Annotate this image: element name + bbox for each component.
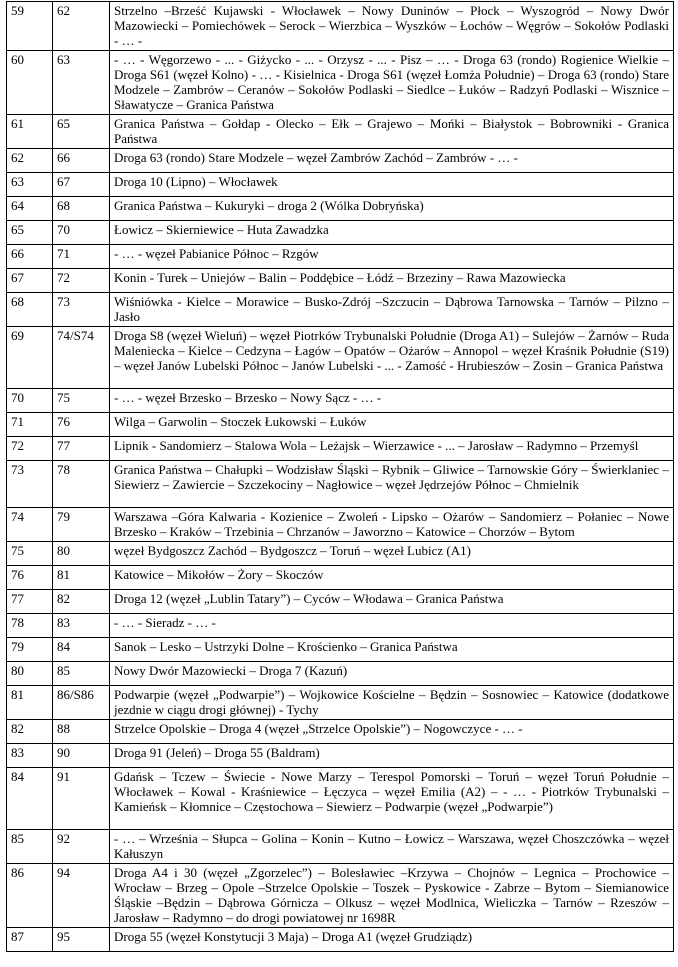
- table-row: [7, 638, 674, 662]
- route-description-cell: Granica Państwa – Chałupki – Wodzisław Śląski – Rybnik – Gliwice – Tarnowskie Góry – Świerklaniec – Siewierz – Zawiercie – Szczekociny – Nagłowice – węzeł Jędrzejów Północ – Chmielnik: [110, 461, 674, 508]
- route-description-cell: Katowice – Mikołów – Żory – Skoczów: [110, 566, 674, 590]
- roads-table-body: [7, 2, 674, 952]
- row-number-cell: 63: [7, 173, 53, 197]
- table-row: [7, 437, 674, 461]
- table-row: [7, 830, 674, 864]
- row-number-cell: 80: [7, 662, 53, 686]
- route-description-cell: Łowicz – Skierniewice – Huta Zawadzka: [110, 221, 674, 245]
- road-number-cell: 94: [53, 864, 110, 928]
- table-row: [7, 221, 674, 245]
- road-number-cell: 67: [53, 173, 110, 197]
- road-number-cell: 83: [53, 614, 110, 638]
- row-number-cell: 81: [7, 686, 53, 720]
- road-number-cell: 91: [53, 768, 110, 830]
- road-number-cell: 74/S74: [53, 327, 110, 389]
- row-number-cell: 66: [7, 245, 53, 269]
- road-number-cell: 66: [53, 149, 110, 173]
- route-description-cell: Droga 12 (węzeł „Lublin Tatary”) – Cyców – Włodawa – Granica Państwa: [110, 590, 674, 614]
- table-row: [7, 461, 674, 508]
- table-row: [7, 864, 674, 928]
- row-number-cell: 85: [7, 830, 53, 864]
- row-number-cell: 77: [7, 590, 53, 614]
- table-row: [7, 51, 674, 115]
- road-number-cell: 90: [53, 744, 110, 768]
- road-number-cell: 65: [53, 115, 110, 149]
- route-description-cell: Strzelno –Brześć Kujawski - Włocławek – Nowy Duninów – Płock – Wyszogród – Nowy Dwór Mazowiecki – Pomiechówek – Serock – Wierzbica – Wyszków – Łochów – Węgrów – Sokołów Podlaski - … -: [110, 2, 674, 51]
- row-number-cell: 74: [7, 508, 53, 542]
- row-number-cell: 68: [7, 293, 53, 327]
- route-description-cell: Droga A4 i 30 (węzeł „Zgorzelec”) – Bolesławiec –Krzywa – Chojnów – Legnica – Prochowice – Wrocław – Brzeg – Opole –Strzelce Opolskie – Toszek – Pyskowice - Zabrze – Bytom – Siemianowice Śląskie –Będzin – Dąbrowa Górnicza – Olkusz – węzeł Modlnica, Wieliczka – Tarnów – Rzeszów – Jarosław – Radymno – do drogi powiatowej nr 1698R: [110, 864, 674, 928]
- route-description-cell: Droga 63 (rondo) Stare Modzele – węzeł Zambrów Zachód – Zambrów - … -: [110, 149, 674, 173]
- row-number-cell: 71: [7, 413, 53, 437]
- route-description-cell: Podwarpie (węzeł „Podwarpie”) – Wojkowice Kościelne – Będzin – Sosnowiec – Katowice (dodatkowe jezdnie w ciągu drogi głównej) - Tychy: [110, 686, 674, 720]
- row-number-cell: 76: [7, 566, 53, 590]
- row-number-cell: 67: [7, 269, 53, 293]
- route-description-cell: Wiśniówka - Kielce – Morawice – Busko-Zdrój –Szczucin – Dąbrowa Tarnowska – Tarnów – Pilzno – Jasło: [110, 293, 674, 327]
- table-row: [7, 413, 674, 437]
- road-number-cell: 92: [53, 830, 110, 864]
- table-row: [7, 662, 674, 686]
- road-number-cell: 72: [53, 269, 110, 293]
- row-number-cell: 87: [7, 928, 53, 952]
- row-number-cell: 83: [7, 744, 53, 768]
- road-number-cell: 84: [53, 638, 110, 662]
- table-row: [7, 508, 674, 542]
- table-row: [7, 566, 674, 590]
- road-number-cell: 68: [53, 197, 110, 221]
- table-row: [7, 173, 674, 197]
- route-description-cell: Granica Państwa – Gołdap - Olecko – Ełk – Grajewo – Mońki – Białystok – Bobrowniki - Granica Państwa: [110, 115, 674, 149]
- route-description-cell: Sanok – Lesko – Ustrzyki Dolne – Krościenko – Granica Państwa: [110, 638, 674, 662]
- row-number-cell: 69: [7, 327, 53, 389]
- row-number-cell: 61: [7, 115, 53, 149]
- table-row: [7, 245, 674, 269]
- row-number-cell: 82: [7, 720, 53, 744]
- road-number-cell: 80: [53, 542, 110, 566]
- route-description-cell: - … - węzeł Brzesko – Brzesko – Nowy Sącz - … -: [110, 389, 674, 413]
- row-number-cell: 78: [7, 614, 53, 638]
- route-description-cell: Droga S8 (węzeł Wieluń) – węzeł Piotrków Trybunalski Południe (Droga A1) – Sulejów – Żarnów – Ruda Maleniecka – Kielce – Cedzyna – Łagów – Opatów – Ożarów – Annopol – węzeł Kraśnik Południe (S19) – węzeł Janów Lubelski Północ – Janów Lubelski - ... - Zamość - Hrubieszów – Zosin – Granica Państwa: [110, 327, 674, 389]
- row-number-cell: 72: [7, 437, 53, 461]
- row-number-cell: 70: [7, 389, 53, 413]
- table-row: [7, 149, 674, 173]
- table-row: [7, 389, 674, 413]
- table-row: [7, 542, 674, 566]
- route-description-cell: Lipnik - Sandomierz – Stalowa Wola – Leżajsk – Wierzawice - ... – Jarosław – Radymno – Przemyśl: [110, 437, 674, 461]
- row-number-cell: 75: [7, 542, 53, 566]
- route-description-cell: Droga 55 (węzeł Konstytucji 3 Maja) – Droga A1 (węzeł Grudziądz): [110, 928, 674, 952]
- route-description-cell: Droga 91 (Jeleń) – Droga 55 (Baldram): [110, 744, 674, 768]
- route-description-cell: Gdańsk – Tczew – Świecie - Nowe Marzy – Terespol Pomorski – Toruń – węzeł Toruń Południe – Włocławek – Kowal - Kraśniewice – Łęczyca – węzeł Emilia (A2) – - … - Piotrków Trybunalski – Kamieńsk – Kłomnice – Częstochowa – Siewierz – Podwarpie (węzeł „Podwarpie”): [110, 768, 674, 830]
- road-number-cell: 88: [53, 720, 110, 744]
- table-row: [7, 768, 674, 830]
- route-description-cell: Wilga – Garwolin – Stoczek Łukowski – Łuków: [110, 413, 674, 437]
- table-row: [7, 115, 674, 149]
- road-number-cell: 70: [53, 221, 110, 245]
- route-description-cell: - … – Września – Słupca – Golina – Konin – Kutno – Łowicz – Warszawa, węzeł Choszczówka – węzeł Kałuszyn: [110, 830, 674, 864]
- road-number-cell: 86/S86: [53, 686, 110, 720]
- row-number-cell: 86: [7, 864, 53, 928]
- table-row: [7, 614, 674, 638]
- road-number-cell: 82: [53, 590, 110, 614]
- route-description-cell: Strzelce Opolskie – Droga 4 (węzeł „Strzelce Opolskie”) – Nogowczyce - … -: [110, 720, 674, 744]
- row-number-cell: 73: [7, 461, 53, 508]
- row-number-cell: 62: [7, 149, 53, 173]
- route-description-cell: - … - Węgorzewo - ... - Giżycko - ... - Orzysz - ... - Pisz – … - Droga 63 (rondo) Rogienice Wielkie – Droga S61 (węzeł Kolno) - … - Kisielnica - Droga S61 (węzeł Łomża Południe) – Droga 63 (rondo) Stare Modzele – Zambrów – Ceranów – Sokołów Podlaski – Siedlce – Łuków – Radzyń Podlaski – Wisznice – Sławatycze – Granica Państwa: [110, 51, 674, 115]
- roads-table: [6, 1, 674, 952]
- row-number-cell: 59: [7, 2, 53, 51]
- table-row: [7, 327, 674, 389]
- route-description-cell: Warszawa –Góra Kalwaria - Kozienice – Zwoleń - Lipsko – Ożarów – Sandomierz – Połaniec – Nowe Brzesko – Kraków – Trzebinia – Chrzanów – Jaworzno – Katowice – Chorzów – Bytom: [110, 508, 674, 542]
- route-description-cell: Droga 10 (Lipno) – Włocławek: [110, 173, 674, 197]
- road-number-cell: 76: [53, 413, 110, 437]
- table-row: [7, 2, 674, 51]
- road-number-cell: 81: [53, 566, 110, 590]
- route-description-cell: Nowy Dwór Mazowiecki – Droga 7 (Kazuń): [110, 662, 674, 686]
- table-row: [7, 197, 674, 221]
- row-number-cell: 60: [7, 51, 53, 115]
- road-number-cell: 79: [53, 508, 110, 542]
- route-description-cell: Granica Państwa – Kukuryki – droga 2 (Wólka Dobryńska): [110, 197, 674, 221]
- table-row: [7, 744, 674, 768]
- road-number-cell: 78: [53, 461, 110, 508]
- table-row: [7, 928, 674, 952]
- table-row: [7, 686, 674, 720]
- table-row: [7, 590, 674, 614]
- route-description-cell: Konin - Turek – Uniejów – Balin – Poddębice – Łódź – Brzeziny – Rawa Mazowiecka: [110, 269, 674, 293]
- road-number-cell: 85: [53, 662, 110, 686]
- road-number-cell: 63: [53, 51, 110, 115]
- table-row: [7, 293, 674, 327]
- row-number-cell: 79: [7, 638, 53, 662]
- route-description-cell: - … - Sieradz - … -: [110, 614, 674, 638]
- road-number-cell: 95: [53, 928, 110, 952]
- road-number-cell: 62: [53, 2, 110, 51]
- row-number-cell: 64: [7, 197, 53, 221]
- row-number-cell: 84: [7, 768, 53, 830]
- route-description-cell: - … - węzeł Pabianice Północ – Rzgów: [110, 245, 674, 269]
- road-number-cell: 71: [53, 245, 110, 269]
- road-number-cell: 75: [53, 389, 110, 413]
- road-number-cell: 73: [53, 293, 110, 327]
- road-number-cell: 77: [53, 437, 110, 461]
- route-description-cell: węzeł Bydgoszcz Zachód – Bydgoszcz – Toruń – węzeł Lubicz (A1): [110, 542, 674, 566]
- table-row: [7, 269, 674, 293]
- row-number-cell: 65: [7, 221, 53, 245]
- table-row: [7, 720, 674, 744]
